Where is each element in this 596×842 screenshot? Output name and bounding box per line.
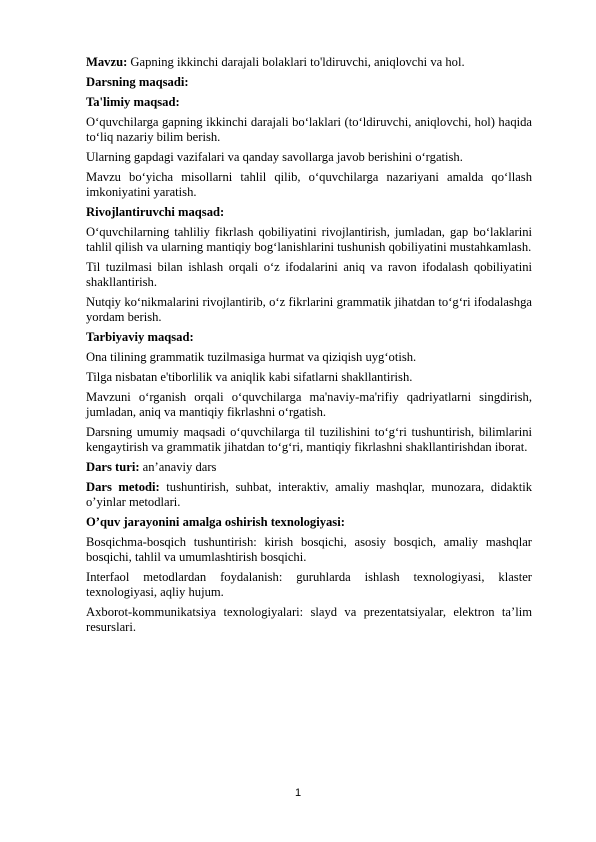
- developmental-goal-paragraph: Til tuzilmasi bilan ishlash orqali o‘z ifodalarini aniq va ravon ifodalash qobiliyatini shakllantirish.: [86, 260, 532, 289]
- developmental-goal-paragraph: O‘quvchilarning tahliliy fikrlash qobiliyatini rivojlantirish, jumladan, gap bo‘laklarini tahlil qilish va ularning mantiqiy bog‘lanishlarini tushunish qobiliyatini mustahkamlash.: [86, 225, 532, 254]
- educational-goal-heading: Ta'limiy maqsad:: [86, 95, 180, 109]
- goals-heading: Darsning maqsadi:: [86, 75, 189, 89]
- technology-paragraph: Interfaol metodlardan foydalanish: guruhlarda ishlash texnologiyasi, klaster texnologiyasi, aqliy hujum.: [86, 570, 532, 599]
- topic-line: [86, 55, 532, 70]
- developmental-goal-heading: Rivojlantiruvchi maqsad:: [86, 205, 225, 219]
- upbringing-goal-paragraph: Ona tilining grammatik tuzilmasiga hurmat va qiziqish uyg‘otish.: [86, 350, 417, 364]
- document-body: [86, 55, 532, 640]
- upbringing-goal-heading: Tarbiyaviy maqsad:: [86, 330, 194, 344]
- educational-goal-paragraph: Mavzu bo‘yicha misollarni tahlil qilib, o‘quvchilarga nazariyani amalda qo‘llash imkoniyatini yaratish.: [86, 170, 532, 199]
- technology-paragraph: Axborot-kommunikatsiya texnologiyalari: slayd va prezentatsiyalar, elektron ta’lim resurslari.: [86, 605, 532, 634]
- technology-paragraph: Bosqichma-bosqich tushuntirish: kirish bosqichi, asosiy bosqich, amaliy mashqlar bosqichi, tahlil va umumlashtirish bosqichi.: [86, 535, 532, 564]
- upbringing-goal-paragraph: Tilga nisbatan e'tiborlilik va aniqlik kabi sifatlarni shakllantirish.: [86, 370, 413, 384]
- topic-text: Gapning ikkinchi darajali bolaklari to'ldiruvchi, aniqlovchi va hol.: [127, 55, 465, 69]
- developmental-goal-paragraph: Nutqiy ko‘nikmalarini rivojlantirib, o‘z fikrlarini grammatik jihatdan to‘g‘ri ifodalashga yordam berish.: [86, 295, 532, 324]
- topic-label: Mavzu:: [86, 55, 128, 69]
- lesson-type-text: an’anaviy dars: [139, 460, 217, 474]
- lesson-type-label: Dars turi:: [86, 460, 140, 474]
- lesson-method-text: tushuntirish, suhbat, interaktiv, amaliy mashqlar, munozara, didaktik o’yinlar metodlari.: [86, 480, 532, 509]
- educational-goal-paragraph: O‘quvchilarga gapning ikkinchi darajali bo‘laklari (to‘ldiruvchi, aniqlovchi, hol) haqida to‘liq nazariy bilim berish.: [86, 115, 532, 144]
- upbringing-goal-paragraph: Darsning umumiy maqsadi o‘quvchilarga til tuzilishini to‘g‘ri tushuntirish, bilimlarini kengaytirish va grammatik jihatdan to‘g‘ri, mantiqiy fikrlashni shakllantirishdan iborat.: [86, 425, 532, 454]
- page-number: 1: [294, 787, 302, 799]
- upbringing-goal-paragraph: Mavzuni o‘rganish orqali o‘quvchilarga ma'naviy-ma'rifiy qadriyatlarni singdirish, jumladan, aniq va mantiqiy fikrlashni o‘rgatish.: [86, 390, 532, 419]
- lesson-method-line: [86, 480, 532, 510]
- lesson-type-line: [86, 460, 532, 475]
- lesson-method-label: Dars metodi:: [86, 480, 160, 494]
- educational-goal-paragraph: Ularning gapdagi vazifalari va qanday savollarga javob berishini o‘rgatish.: [86, 150, 463, 164]
- technology-heading: O’quv jarayonini amalga oshirish texnologiyasi:: [86, 515, 345, 529]
